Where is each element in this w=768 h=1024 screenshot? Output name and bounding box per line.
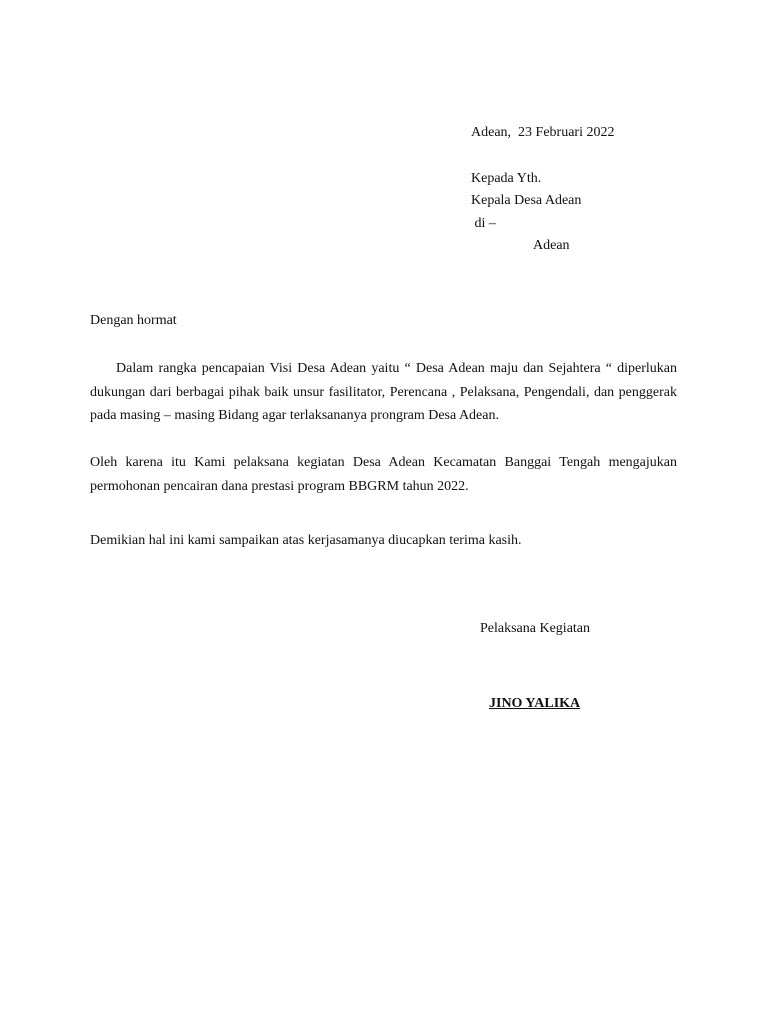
body-paragraph-1: Dalam rangka pencapaian Visi Desa Adean yaitu “ Desa Adean maju dan Sejahtera “ diperlukan dukungan dari berbagai pihak baik unsur fasilitator, Perencana , Pelaksana, Pengendali, dan penggerak pada masing – masing Bidang agar terlaksananya prongram Desa Adean. — [90, 361, 677, 423]
signature-title: Pelaksana Kegiatan — [480, 621, 591, 636]
signer-name: JINO YALIKA — [489, 696, 581, 711]
recipient-line-3: di – — [471, 216, 496, 231]
place-date: Adean, 23 Februari 2022 — [471, 125, 615, 140]
salutation: Dengan hormat — [90, 313, 177, 328]
recipient-line-2: Kepala Desa Adean — [471, 193, 582, 208]
body-paragraph-2: Oleh karena itu Kami pelaksana kegiatan Desa Adean Kecamatan Banggai Tengah mengajukan permohonan pencairan dana prestasi program BBGRM tahun 2022. — [90, 455, 677, 494]
recipient-line-1: Kepada Yth. — [471, 171, 542, 186]
recipient-line-4: Adean — [533, 238, 570, 253]
closing-sentence: Demikian hal ini kami sampaikan atas kerjasamanya diucapkan terima kasih. — [90, 533, 522, 548]
